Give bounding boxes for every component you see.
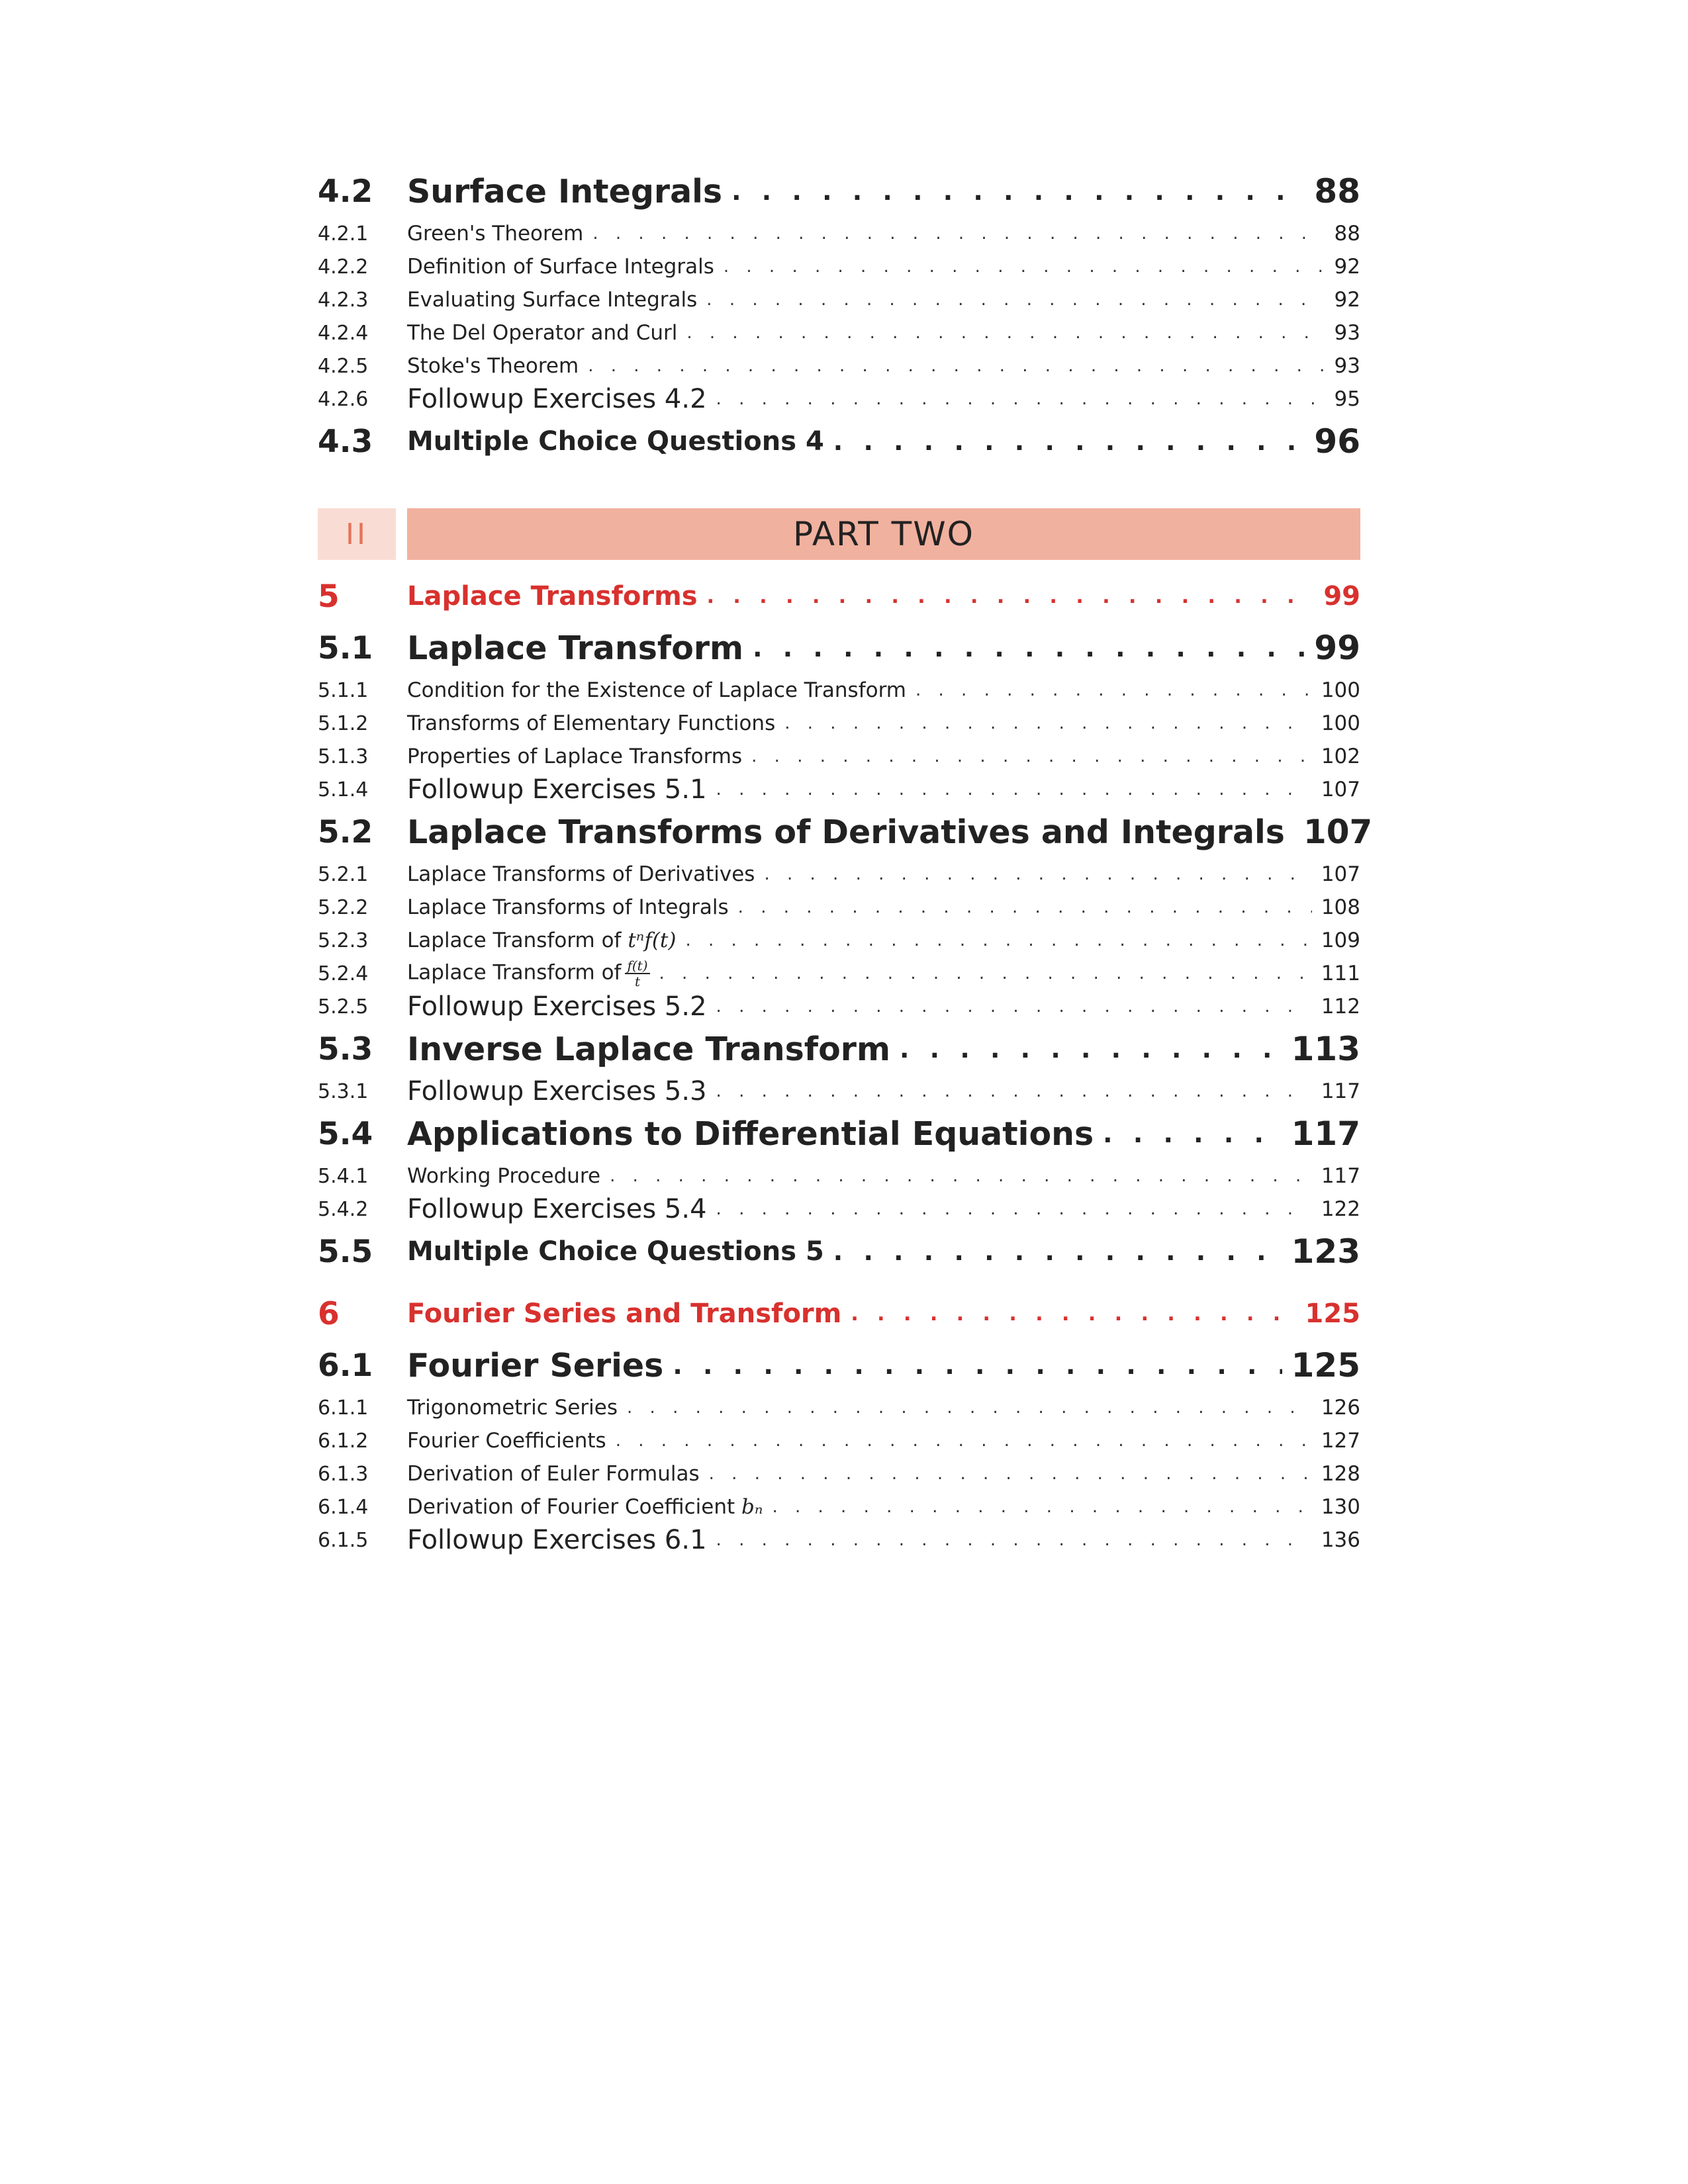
page-number: 92 [1334, 288, 1360, 312]
section-number: 6.1 [318, 1347, 373, 1384]
table-of-contents [318, 165, 1373, 1557]
subsection-title: Fourier Coefficients [407, 1429, 606, 1453]
dot-leader [716, 1199, 1312, 1219]
toc-subsection-5-4-1[interactable] [318, 1160, 1360, 1193]
toc-subsection-4-2-4[interactable] [318, 316, 1360, 349]
subsection-number: 5.4.2 [318, 1197, 369, 1221]
math-expression: bₙ [741, 1495, 763, 1519]
page-number: 111 [1321, 962, 1360, 985]
toc-section-4-3[interactable] [318, 416, 1360, 467]
page-number: 107 [1321, 862, 1360, 886]
subsection-title: The Del Operator and Curl [407, 321, 678, 345]
subsection-title-text: Derivation of Fourier Coefficient [407, 1495, 735, 1519]
chapter-number: 5 [318, 578, 340, 615]
toc-subsection-6-1-2[interactable] [318, 1424, 1360, 1457]
dot-leader [833, 1237, 1282, 1266]
toc-chapter-5[interactable] [318, 570, 1360, 622]
toc-subsection-5-2-5[interactable] [318, 990, 1360, 1023]
subsection-number: 5.2.2 [318, 895, 369, 919]
math-fraction [625, 959, 649, 988]
page-number: 96 [1314, 422, 1360, 461]
page-number: 92 [1334, 255, 1360, 279]
subsection-number: 5.2.4 [318, 962, 369, 985]
page-number: 117 [1321, 1079, 1360, 1103]
subsection-number: 4.2.2 [318, 255, 369, 279]
subsection-number: 4.2.5 [318, 354, 369, 378]
section-number: 5.4 [318, 1115, 373, 1152]
section-title: Surface Integrals [407, 172, 723, 210]
section-number: 5.2 [318, 813, 373, 850]
subsection-number: 5.4.1 [318, 1164, 369, 1188]
subsection-title [407, 1495, 772, 1519]
subsection-title-text: Laplace Transform of [407, 929, 622, 952]
section-title: Fourier Series [407, 1346, 664, 1385]
dot-leader [592, 224, 1325, 244]
subsection-number: 4.2.3 [318, 288, 369, 312]
toc-section-5-1[interactable] [318, 622, 1360, 674]
subsection-title: Followup Exercises 5.2 [407, 991, 707, 1022]
page-number: 107 [1303, 813, 1373, 851]
part-title: PART TWO [407, 508, 1360, 560]
page-number: 93 [1334, 354, 1360, 378]
toc-subsection-5-2-3[interactable] [318, 924, 1360, 957]
subsection-title: Transforms of Elementary Functions [407, 711, 776, 735]
chapter-title: Laplace Transforms [407, 581, 698, 612]
subsection-title: Followup Exercises 5.1 [407, 774, 707, 805]
dot-leader [738, 897, 1312, 917]
subsection-title: Definition of Surface Integrals [407, 255, 714, 279]
dot-leader [673, 1351, 1282, 1380]
dot-leader [659, 964, 1312, 983]
subsection-number: 5.2.5 [318, 995, 369, 1019]
dot-leader [716, 780, 1312, 799]
subsection-title: Trigonometric Series [407, 1396, 618, 1420]
dot-leader [724, 257, 1325, 277]
toc-section-5-4[interactable] [318, 1108, 1360, 1160]
dot-leader [686, 323, 1325, 343]
subsection-title [407, 959, 659, 988]
toc-subsection-5-2-2[interactable] [318, 891, 1360, 924]
subsection-number: 5.2.3 [318, 929, 369, 952]
dot-leader [900, 1034, 1282, 1064]
toc-subsection-5-1-3[interactable] [318, 740, 1360, 773]
toc-subsection-4-2-3[interactable] [318, 283, 1360, 316]
dot-leader [751, 747, 1312, 766]
page-number: 130 [1321, 1495, 1360, 1519]
subsection-number: 6.1.1 [318, 1396, 369, 1420]
toc-subsection-5-2-1[interactable] [318, 858, 1360, 891]
subsection-number: 4.2.6 [318, 387, 369, 411]
section-number: 4.2 [318, 173, 373, 210]
page-number: 88 [1334, 222, 1360, 246]
subsection-number: 5.2.1 [318, 862, 369, 886]
toc-subsection-4-2-6[interactable] [318, 383, 1360, 416]
dot-leader [627, 1398, 1312, 1418]
page-number: 107 [1321, 778, 1360, 801]
page-number: 109 [1321, 929, 1360, 952]
dot-leader [716, 1081, 1312, 1101]
page-number: 100 [1321, 678, 1360, 702]
toc-subsection-6-1-4[interactable] [318, 1490, 1360, 1524]
toc-chapter-6[interactable] [318, 1288, 1360, 1340]
toc-subsection-5-3-1[interactable] [318, 1075, 1360, 1108]
subsection-number: 6.1.5 [318, 1528, 369, 1552]
toc-subsection-6-1-1[interactable] [318, 1391, 1360, 1424]
dot-leader [833, 427, 1305, 456]
page-number: 88 [1314, 172, 1360, 210]
subsection-number: 4.2.4 [318, 321, 369, 345]
subsection-title: Followup Exercises 5.3 [407, 1076, 707, 1107]
page-number: 99 [1323, 581, 1360, 612]
section-number: 5.3 [318, 1030, 373, 1068]
section-number: 5.1 [318, 629, 373, 666]
toc-subsection-6-1-5[interactable] [318, 1524, 1360, 1557]
toc-subsection-4-2-5[interactable] [318, 349, 1360, 383]
subsection-title-text: Laplace Transform of [407, 960, 622, 985]
part-banner[interactable] [318, 508, 1360, 560]
subsection-number: 5.1.2 [318, 711, 369, 735]
subsection-title: Followup Exercises 4.2 [407, 384, 707, 414]
toc-subsection-4-2-1[interactable] [318, 217, 1360, 250]
toc-section-5-3[interactable] [318, 1023, 1360, 1075]
dot-leader [915, 680, 1312, 700]
section-title: Applications to Differential Equations [407, 1115, 1094, 1153]
toc-subsection-5-1-1[interactable] [318, 674, 1360, 707]
dot-leader [851, 1302, 1295, 1326]
toc-subsection-5-1-2[interactable] [318, 707, 1360, 740]
subsection-number: 5.1.1 [318, 678, 369, 702]
subsection-number: 4.2.1 [318, 222, 369, 246]
dot-leader [1103, 1119, 1282, 1148]
page-number: 112 [1321, 995, 1360, 1019]
page-number: 122 [1321, 1197, 1360, 1221]
page-number: 108 [1321, 895, 1360, 919]
section-number: 4.3 [318, 423, 373, 460]
toc-subsection-5-4-2[interactable] [318, 1193, 1360, 1226]
page-number: 100 [1321, 711, 1360, 735]
subsection-title: Derivation of Euler Formulas [407, 1462, 700, 1486]
dot-leader [784, 713, 1312, 733]
page-number: 99 [1314, 629, 1360, 667]
toc-subsection-5-1-4[interactable] [318, 773, 1360, 806]
subsection-title: Stoke's Theorem [407, 354, 579, 378]
toc-subsection-6-1-3[interactable] [318, 1457, 1360, 1490]
fraction-denominator: t [634, 974, 641, 989]
subsection-title: Working Procedure [407, 1164, 601, 1188]
toc-section-6-1[interactable] [318, 1340, 1360, 1391]
subsection-number: 6.1.2 [318, 1429, 369, 1453]
dot-leader [709, 1464, 1312, 1484]
page-number: 128 [1321, 1462, 1360, 1486]
chapter-title: Fourier Series and Transform [407, 1298, 842, 1329]
toc-section-5-2[interactable] [318, 806, 1373, 858]
section-title: Multiple Choice Questions 4 [407, 426, 824, 457]
subsection-number: 5.3.1 [318, 1079, 369, 1103]
dot-leader [588, 356, 1325, 376]
subsection-number: 6.1.4 [318, 1495, 369, 1519]
subsection-title: Condition for the Existence of Laplace Transform [407, 678, 906, 702]
page-number: 117 [1291, 1115, 1360, 1153]
chapter-number: 6 [318, 1295, 340, 1332]
subsection-number: 5.1.4 [318, 778, 369, 801]
subsection-title: Laplace Transforms of Integrals [407, 895, 729, 919]
page-number: 102 [1321, 745, 1360, 768]
dot-leader [616, 1431, 1312, 1451]
dot-leader [753, 633, 1305, 662]
dot-leader [731, 177, 1305, 206]
dot-leader [772, 1497, 1311, 1517]
dot-leader [707, 585, 1315, 608]
subsection-title: Evaluating Surface Integrals [407, 288, 698, 312]
section-title: Laplace Transforms of Derivatives and Integrals [407, 813, 1285, 851]
toc-section-4-2[interactable] [318, 165, 1360, 217]
dot-leader [716, 389, 1325, 409]
page-number: 127 [1321, 1429, 1360, 1453]
section-title: Laplace Transform [407, 629, 744, 667]
page-number: 136 [1321, 1528, 1360, 1552]
page-number: 93 [1334, 321, 1360, 345]
toc-subsection-4-2-2[interactable] [318, 250, 1360, 283]
fraction-numerator: f(t) [625, 959, 649, 974]
subsection-title: Properties of Laplace Transforms [407, 745, 743, 768]
math-expression: tⁿf(t) [628, 929, 677, 952]
dot-leader [685, 931, 1311, 950]
page-number: 95 [1334, 387, 1360, 411]
subsection-number: 6.1.3 [318, 1462, 369, 1486]
page-number: 126 [1321, 1396, 1360, 1420]
section-number: 5.5 [318, 1233, 373, 1270]
toc-section-5-5[interactable] [318, 1226, 1360, 1277]
section-title: Multiple Choice Questions 5 [407, 1236, 824, 1267]
part-number: II [318, 508, 396, 560]
page-number: 113 [1291, 1030, 1360, 1068]
subsection-title: Green's Theorem [407, 222, 584, 246]
subsection-title: Laplace Transforms of Derivatives [407, 862, 755, 886]
dot-leader [716, 1530, 1312, 1550]
subsection-title: Followup Exercises 5.4 [407, 1194, 707, 1224]
section-title: Inverse Laplace Transform [407, 1030, 890, 1068]
page-number: 125 [1305, 1298, 1360, 1329]
subsection-title: Followup Exercises 6.1 [407, 1525, 707, 1555]
toc-subsection-5-2-4[interactable] [318, 957, 1360, 990]
subsection-number: 5.1.3 [318, 745, 369, 768]
dot-leader [706, 290, 1325, 310]
page-number: 125 [1291, 1346, 1360, 1385]
dot-leader [716, 997, 1312, 1017]
dot-leader [764, 864, 1311, 884]
subsection-title [407, 929, 685, 952]
dot-leader [610, 1166, 1312, 1186]
page-number: 123 [1291, 1232, 1360, 1271]
page-number: 117 [1321, 1164, 1360, 1188]
